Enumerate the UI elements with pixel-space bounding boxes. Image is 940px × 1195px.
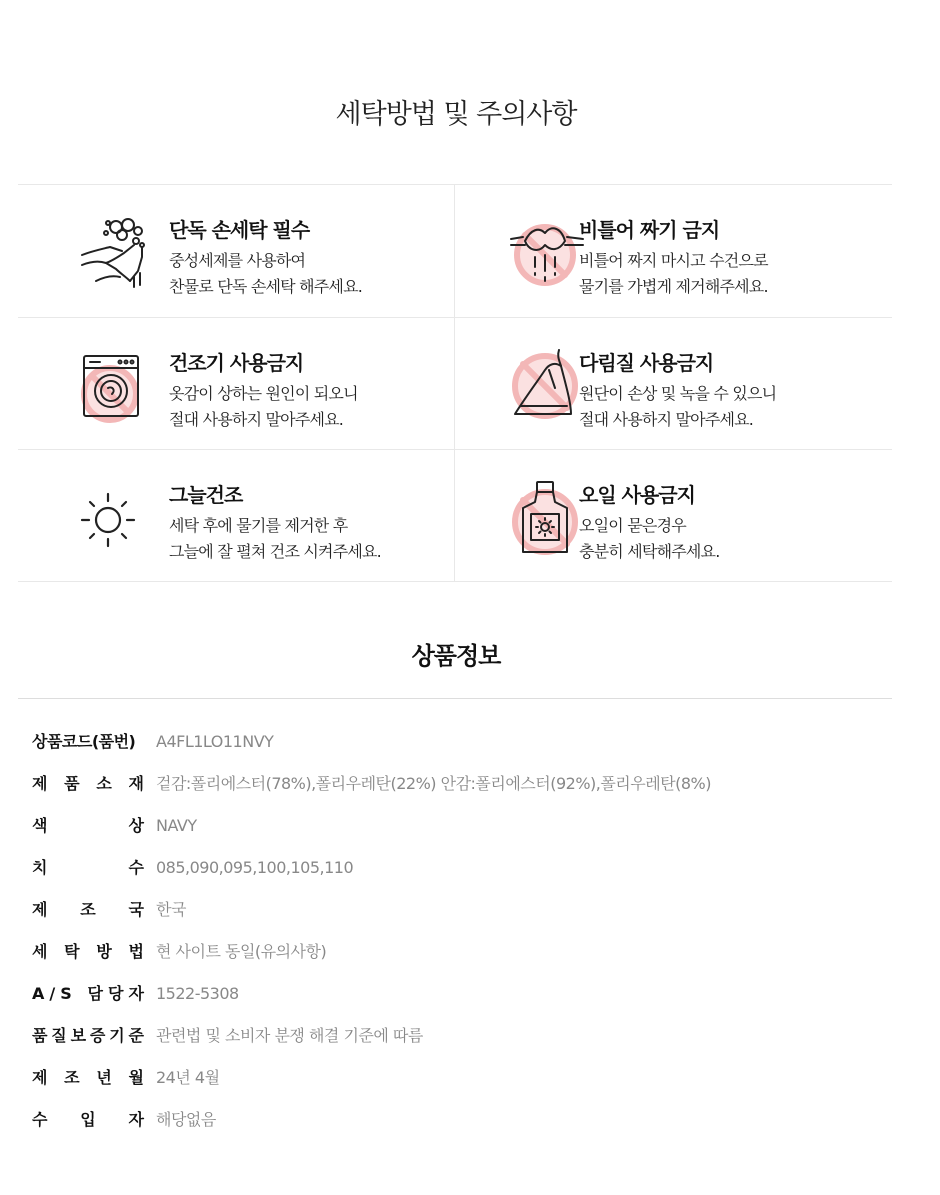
product-info-table (32, 729, 792, 1149)
info-value: 24년 4월 (156, 1068, 220, 1087)
info-label: 품 질 보 증 기 준 (32, 1026, 144, 1045)
info-value: 관련법 및 소비자 분쟁 해결 기준에 따름 (156, 1026, 423, 1045)
info-row-quality-guarantee (32, 1023, 792, 1051)
care-item-description: 비틀어 짜지 마시고 수건으로 물기를 가볍게 제거해주세요. (579, 251, 768, 296)
divider (18, 698, 892, 699)
care-item-no-wring (455, 185, 891, 317)
care-item-shade-dry (18, 450, 454, 582)
info-row-manufacture-date (32, 1065, 792, 1093)
no-wring-icon (505, 211, 589, 295)
care-instructions-grid (18, 184, 892, 582)
sun-icon (72, 476, 156, 560)
care-item-title: 그늘건조 (169, 483, 243, 507)
no-dryer-icon (72, 344, 156, 428)
info-row-product-code (32, 729, 792, 757)
info-label: 제 조 년 월 (32, 1068, 144, 1087)
care-section-title: 세탁방법 및 주의사항 (335, 99, 577, 130)
no-iron-icon (505, 344, 589, 428)
info-label: 상품코드(품번) (32, 732, 136, 751)
product-info-title: 상품정보 (411, 642, 501, 670)
info-row-size (32, 855, 792, 883)
care-item-description: 원단이 손상 및 녹을 수 있으니 절대 사용하지 말아주세요. (579, 384, 777, 429)
info-row-wash-method (32, 939, 792, 967)
hand-wash-icon (72, 211, 156, 295)
info-value: A4FL1LO11NVY (156, 732, 274, 751)
no-oil-icon (505, 476, 589, 560)
care-item-title: 단독 손세탁 필수 (169, 218, 310, 242)
info-value: 1522-5308 (156, 984, 239, 1003)
info-label: A / S 담 당 자 (32, 984, 144, 1003)
info-label: 세 탁 방 법 (32, 942, 144, 961)
info-value: 겉감:폴리에스터(78%),폴리우레탄(22%) 안감:폴리에스터(92%),폴리우레탄(8%) (156, 774, 711, 793)
info-label: 제 조 국 (32, 900, 144, 919)
info-label: 수 입 자 (32, 1110, 144, 1129)
info-value: 085,090,095,100,105,110 (156, 858, 354, 877)
care-item-no-iron (455, 318, 891, 450)
info-row-importer (32, 1107, 792, 1135)
info-value: 한국 (156, 900, 186, 919)
info-label: 제 품 소 재 (32, 774, 144, 793)
info-row-as-contact (32, 981, 792, 1009)
info-label: 색 상 (32, 816, 144, 835)
info-row-material (32, 771, 792, 799)
care-item-description: 중성세제를 사용하여 찬물로 단독 손세탁 해주세요. (169, 251, 363, 296)
info-value: NAVY (156, 816, 197, 835)
info-value: 해당없음 (156, 1110, 216, 1129)
care-item-title: 다림질 사용금지 (579, 351, 714, 375)
care-item-no-dryer (18, 318, 454, 450)
care-item-description: 세탁 후에 물기를 제거한 후 그늘에 잘 펼쳐 건조 시켜주세요. (169, 516, 381, 561)
info-value: 현 사이트 동일(유의사항) (156, 942, 327, 961)
care-item-no-oil (455, 450, 891, 582)
care-item-description: 옷감이 상하는 원인이 되오니 절대 사용하지 말아주세요. (169, 384, 358, 429)
care-item-description: 오일이 묻은경우 충분히 세탁해주세요. (579, 516, 720, 561)
info-row-color (32, 813, 792, 841)
care-item-title: 건조기 사용금지 (169, 351, 304, 375)
care-item-hand-wash (18, 185, 454, 317)
care-item-title: 오일 사용금지 (579, 483, 695, 507)
info-label: 치 수 (32, 858, 144, 877)
info-row-origin (32, 897, 792, 925)
care-item-title: 비틀어 짜기 금지 (579, 218, 720, 242)
